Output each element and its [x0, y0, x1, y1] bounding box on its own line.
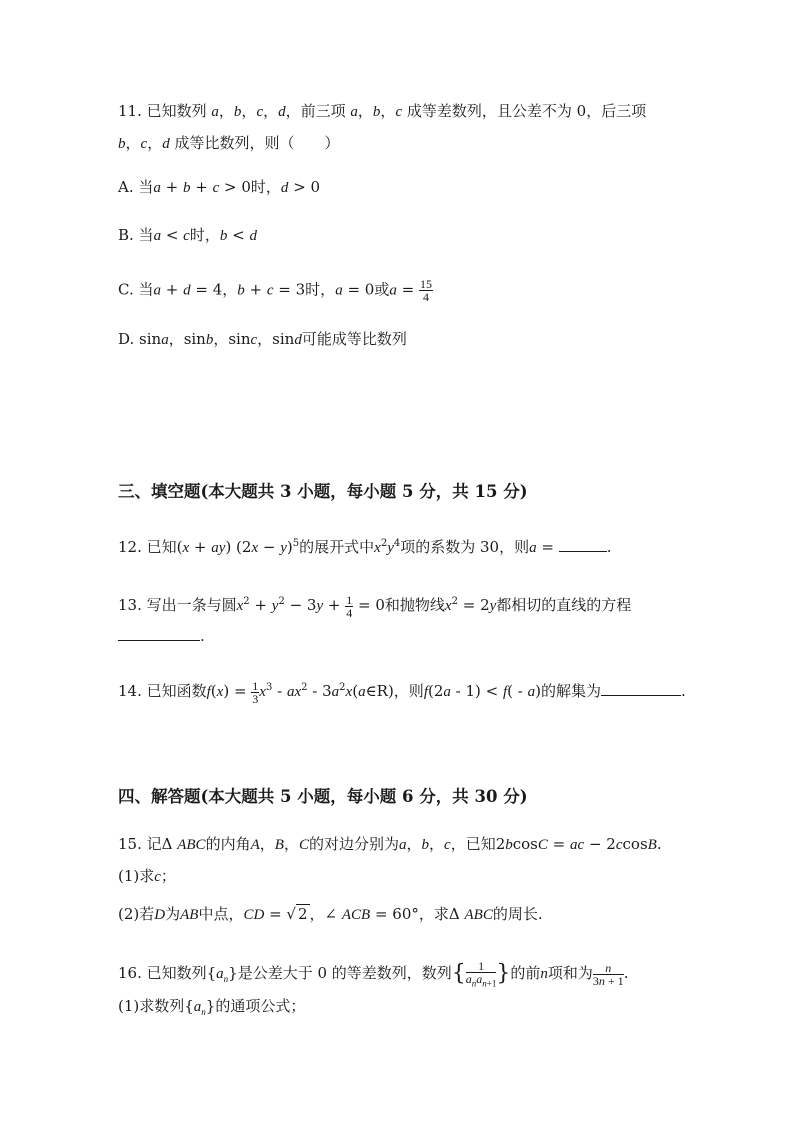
q12-text: 12. 已知(x + ay) $(2x - y)^5$的展开式中$x^2y^4$项的系数为 30，则a = .	[118, 538, 612, 556]
q11-option-d: D. sina，sinb，sinc，sind可能成等比数列	[118, 330, 407, 348]
q13-blank: .	[118, 626, 205, 646]
q15-part2: (2)若D为AB中点，CD = √ 2 ，∠ ACB = 60°，求Δ ABC的周长.	[118, 905, 543, 923]
q11-stem-line1: 11. 已知数列 a，b，c，d，前三项 a，b，c 成等差数列，且公差不为 0，后三项	[118, 102, 647, 120]
section3-heading: 三、填空题(本大题共 3 小题，每小题 5 分，共 15 分)	[118, 482, 528, 501]
section4-heading: 四、解答题(本大题共 5 小题，每小题 6 分，共 30 分)	[118, 787, 528, 806]
q13-text: 13. 写出一条与圆$x^2 + y^2 - 3y$ + $\frac{1}{4}$ = 0和抛物线$x^2 = 2y$都相切的直线的方程	[118, 592, 632, 620]
q11-option-b: B. 当a < c时，b < d	[118, 226, 257, 244]
q16-part1: (1)求数列$\{a_n\}$的通项公式；	[118, 997, 306, 1017]
q15-stem: 15. 记Δ ABC的内角A，B，C的对边分别为a，b，c，已知2bcosC = ac − 2ccosB.	[118, 835, 662, 853]
q11-stem-line2: b，c，d 成等比数列，则（ ）	[118, 134, 340, 152]
q16-stem: 16. 已知数列$\{a_n\}$是公差大于 0 的等差数列，数列{ $\frac{1}{a_na_{n+1}}$ }的前n项和为 $\frac{n}{3n + 1}$ .	[118, 959, 629, 989]
q14-text: 14. 已知函数f(x) = $\frac{1}{3}$ $x^3 - ax^2$ - $3a^2x(a\in R)$，则f(2a - 1) < f( - a)的解集为 .	[118, 678, 686, 706]
q11-option-c: C. 当a + d = 4，b + c = 3时，a = 0或a = $\frac{15}{4}$	[118, 277, 432, 304]
q11-option-a: A. 当a + b + c > 0时，d > 0	[118, 178, 321, 196]
q15-part1: (1)求c；	[118, 867, 176, 885]
